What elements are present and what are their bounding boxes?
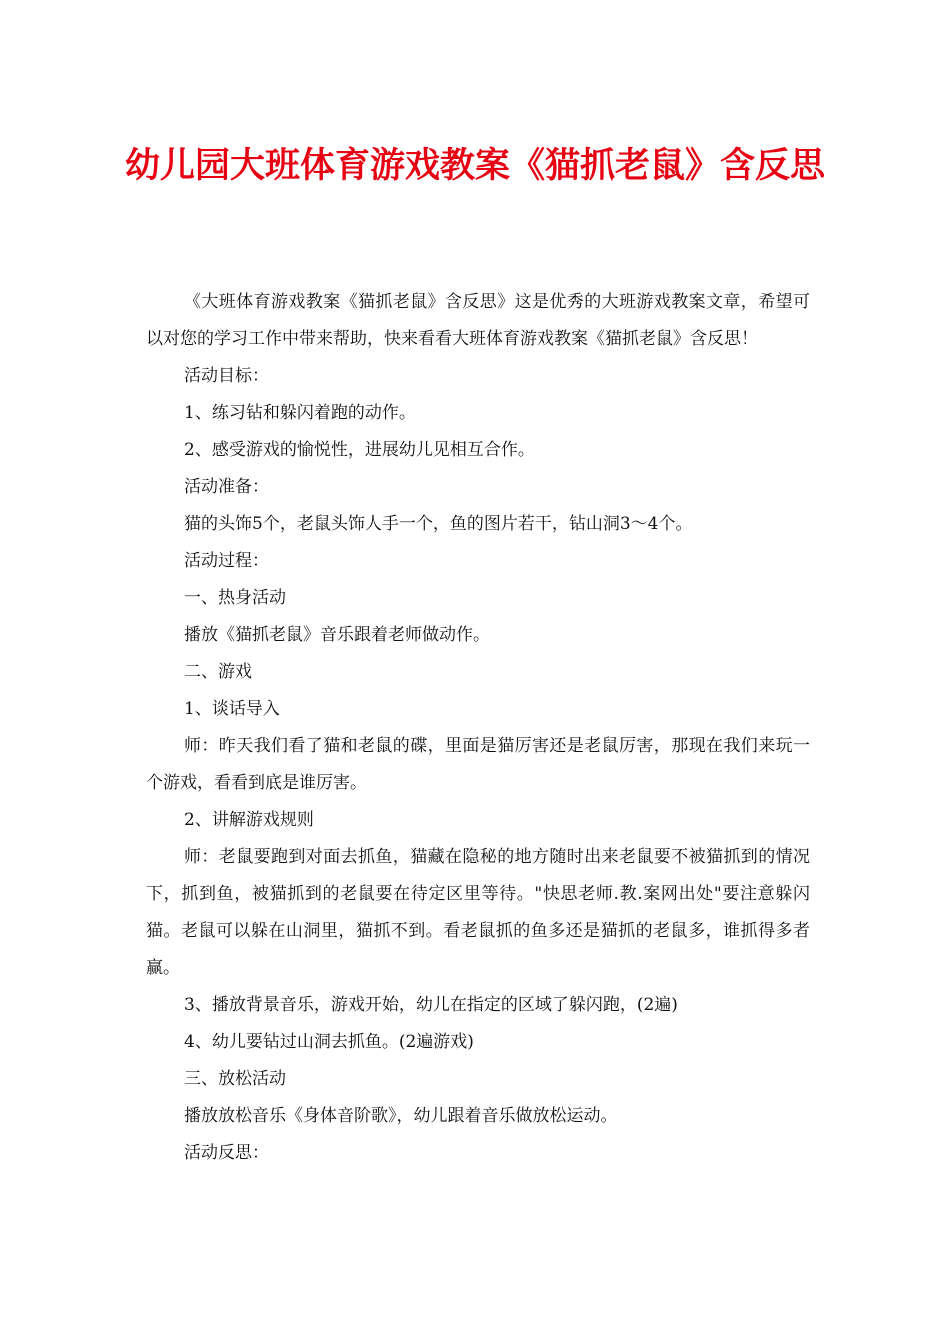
document-body [146,284,810,1172]
goal-item-2: 2、感受游戏的愉悦性，进展幼儿见相互合作。 [184,440,535,460]
relax-text: 播放放松音乐《身体音阶歌》，幼儿跟着音乐做放松运动。 [184,1106,618,1126]
game-intro-text: 师：昨天我们看了猫和老鼠的碟，里面是猫厉害还是老鼠厉害，那现在我们来玩一个游戏，看看到底是谁厉害。 [146,736,810,793]
process-step-warmup: 一、热身活动 [184,588,286,608]
game-step-rules: 2、讲解游戏规则 [184,810,314,830]
section-heading-reflection: 活动反思： [184,1143,269,1163]
game-step-3: 3、播放背景音乐，游戏开始，幼儿在指定的区域了躲闪跑，(2遍) [184,995,678,1015]
section-heading-process: 活动过程： [184,551,269,571]
preparation-text: 猫的头饰5个，老鼠头饰人手一个，鱼的图片若干，钻山洞3～4个。 [184,514,693,534]
intro-paragraph: 《大班体育游戏教案《猫抓老鼠》含反思》这是优秀的大班游戏教案文章，希望可以对您的学习工作中带来帮助，快来看看大班体育游戏教案《猫抓老鼠》含反思！ [146,292,810,349]
game-step-4: 4、幼儿要钻过山洞去抓鱼。(2遍游戏) [184,1032,474,1052]
process-step-game: 二、游戏 [184,662,252,682]
document-title: 幼儿园大班体育游戏教案《猫抓老鼠》含反思 [124,146,825,186]
section-heading-goals: 活动目标： [184,366,269,386]
goal-item-1: 1、练习钻和躲闪着跑的动作。 [184,403,416,423]
warmup-text: 播放《猫抓老鼠》音乐跟着老师做动作。 [184,625,490,645]
section-heading-preparation: 活动准备： [184,477,269,497]
process-step-relax: 三、放松活动 [184,1069,286,1089]
game-step-intro: 1、谈话导入 [184,699,280,719]
game-rules-text: 师：老鼠要跑到对面去抓鱼，猫藏在隐秘的地方随时出来老鼠要不被猫抓到的情况下，抓到鱼，被猫抓到的老鼠要在待定区里等待。"快思老师.教.案网出处"要注意躲闪猫。老鼠可以躲在山洞里，猫抓不到。看老鼠抓的鱼多还是猫抓的老鼠多，谁抓得多者赢。 [146,847,810,978]
